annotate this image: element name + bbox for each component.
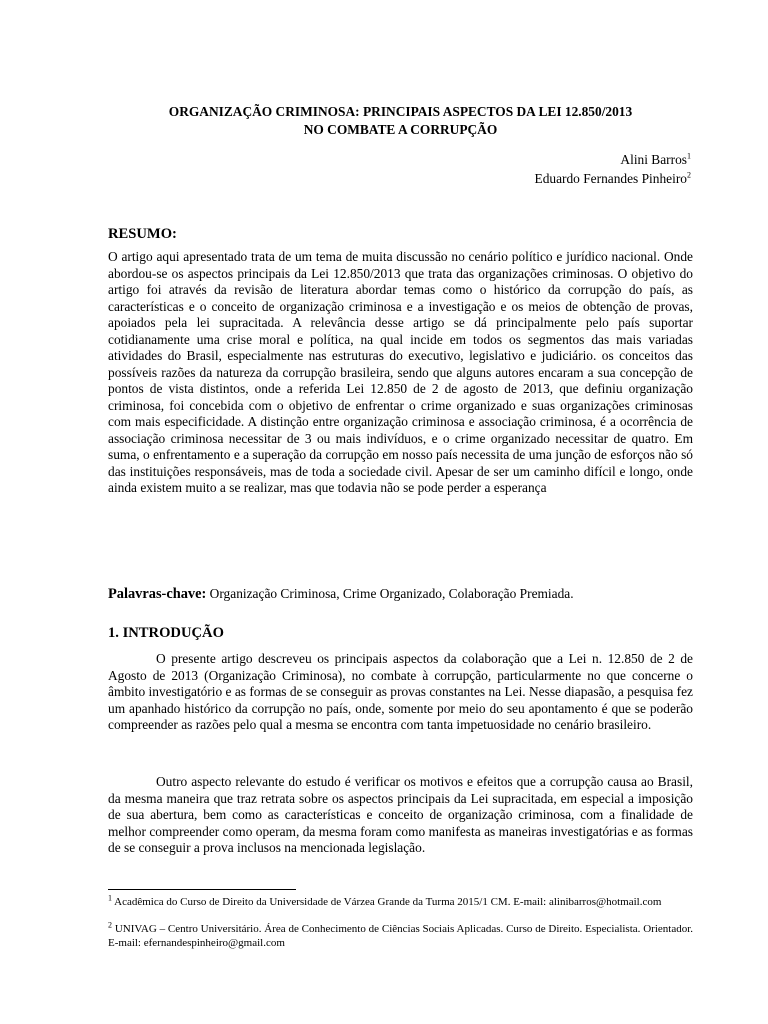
author-name: Alini Barros xyxy=(620,152,687,167)
keywords-label: Palavras-chave: xyxy=(108,586,207,602)
abstract-text: O artigo aqui apresentado trata de um tema de muita discussão no cenário político e jurídico nacional. Onde abordou-se os aspectos principais da Lei 12.850/2013 que trata das organizações criminosas. O objetivo do artigo foi através da revisão de literatura abordar temas como o histórico da corrupção do país, as características e o conceito de organização criminosa e a investigação e os meios de obtenção de provas, apoiados pela lei supracitada. A relevância desse artigo se dá principalmente pelo país suportar cotidianamente uma crise moral e política, na qual incide em todos os segmentos das mais variadas atividades do Brasil, especialmente nas estruturas do executivo, legislativo e judiciário. os conceitos das possíveis razões da natureza da corrupção brasileira, sendo que alguns autores encaram a sua concepção de pontos de vista distintos, onde a referida Lei 12.850 de 2 de agosto de 2013, que definiu organização criminosa, foi concebida com o objetivo de enfrentar o crime organizado e suas organizações criminosas com mais especificidade. A distinção entre organização criminosa e associação criminosa, é a ocorrência de associação criminosa necessitar de 3 ou mais indivíduos, e o crime organizado necessitar de quatro. Em suma, o enfrentamento e a superação da corrupção em nosso país necessita de uma junção de esforços não só das instituições responsáveis, mas de toda a sociedade civil. Apesar de ser um caminho difícil e longo, onde ainda existem muito a se realizar, mas que todavia não se pode perder a esperança xyxy=(108,249,693,495)
footnote-1 xyxy=(108,895,693,909)
abstract-heading: RESUMO: xyxy=(108,226,177,242)
introduction-heading: 1. INTRODUÇÃO xyxy=(108,625,224,641)
intro-paragraph-1: O presente artigo descreveu os principais aspectos da colaboração que a Lei n. 12.850 de 2 de Agosto de 2013 (Organização Criminosa), no combate à corrupção, particularmente no que concerne o âmbito investigatório e as formas de se conseguir as provas constantes na Lei. Nesse diapasão, a pesquisa fez um apanhado histórico da corrupção no país, onde, somente por meio do seu apontamento é que se poderão compreender as razões pelo qual a mesma se encontra com tanta impetuosidade no cenário brasileiro. xyxy=(108,651,693,732)
author-1 xyxy=(535,150,691,169)
footnote-number: 1 xyxy=(108,893,112,903)
footnote-number: 2 xyxy=(108,920,112,930)
footnote-text: Acadêmica do Curso de Direito da Universidade de Várzea Grande da Turma 2015/1 CM. E-mail: alinibarros@hotmail.com xyxy=(114,896,662,908)
footnote-divider xyxy=(108,889,296,890)
title-line-2: NO COMBATE A CORRUPÇÃO xyxy=(303,122,498,137)
intro-paragraph-2: Outro aspecto relevante do estudo é verificar os motivos e efeitos que a corrupção causa ao Brasil, da mesma maneira que traz retrata sobre os aspectos principais da Lei supracitada, em especial a imposição de sua abertura, bem como as características e conceito de organização criminosa, com a finalidade de melhor compreender como operam, da mesma foram como manifesta as maneiras investigatórias e as formas de se conseguir a prova inclusos na mencionada legislação. xyxy=(108,774,693,855)
title-line-1: ORGANIZAÇÃO CRIMINOSA: PRINCIPAIS ASPECTOS DA LEI 12.850/2013 xyxy=(168,104,633,119)
footnote-text: UNIVAG – Centro Universitário. Área de Conhecimento de Ciências Sociais Aplicadas. Curso de Direito. Especialista. Orientador. E-mail: efernandespinheiro@gmail.com xyxy=(108,923,694,949)
footnote-marker: 1 xyxy=(687,151,691,161)
keywords xyxy=(108,586,574,603)
paper-title xyxy=(108,103,693,139)
keywords-text: Organização Criminosa, Crime Organizado, Colaboração Premiada. xyxy=(209,586,574,601)
footnote-2 xyxy=(108,922,693,950)
author-name: Eduardo Fernandes Pinheiro xyxy=(534,171,687,186)
author-2 xyxy=(535,169,691,188)
footnote-marker: 2 xyxy=(687,170,691,180)
author-list xyxy=(535,150,691,188)
